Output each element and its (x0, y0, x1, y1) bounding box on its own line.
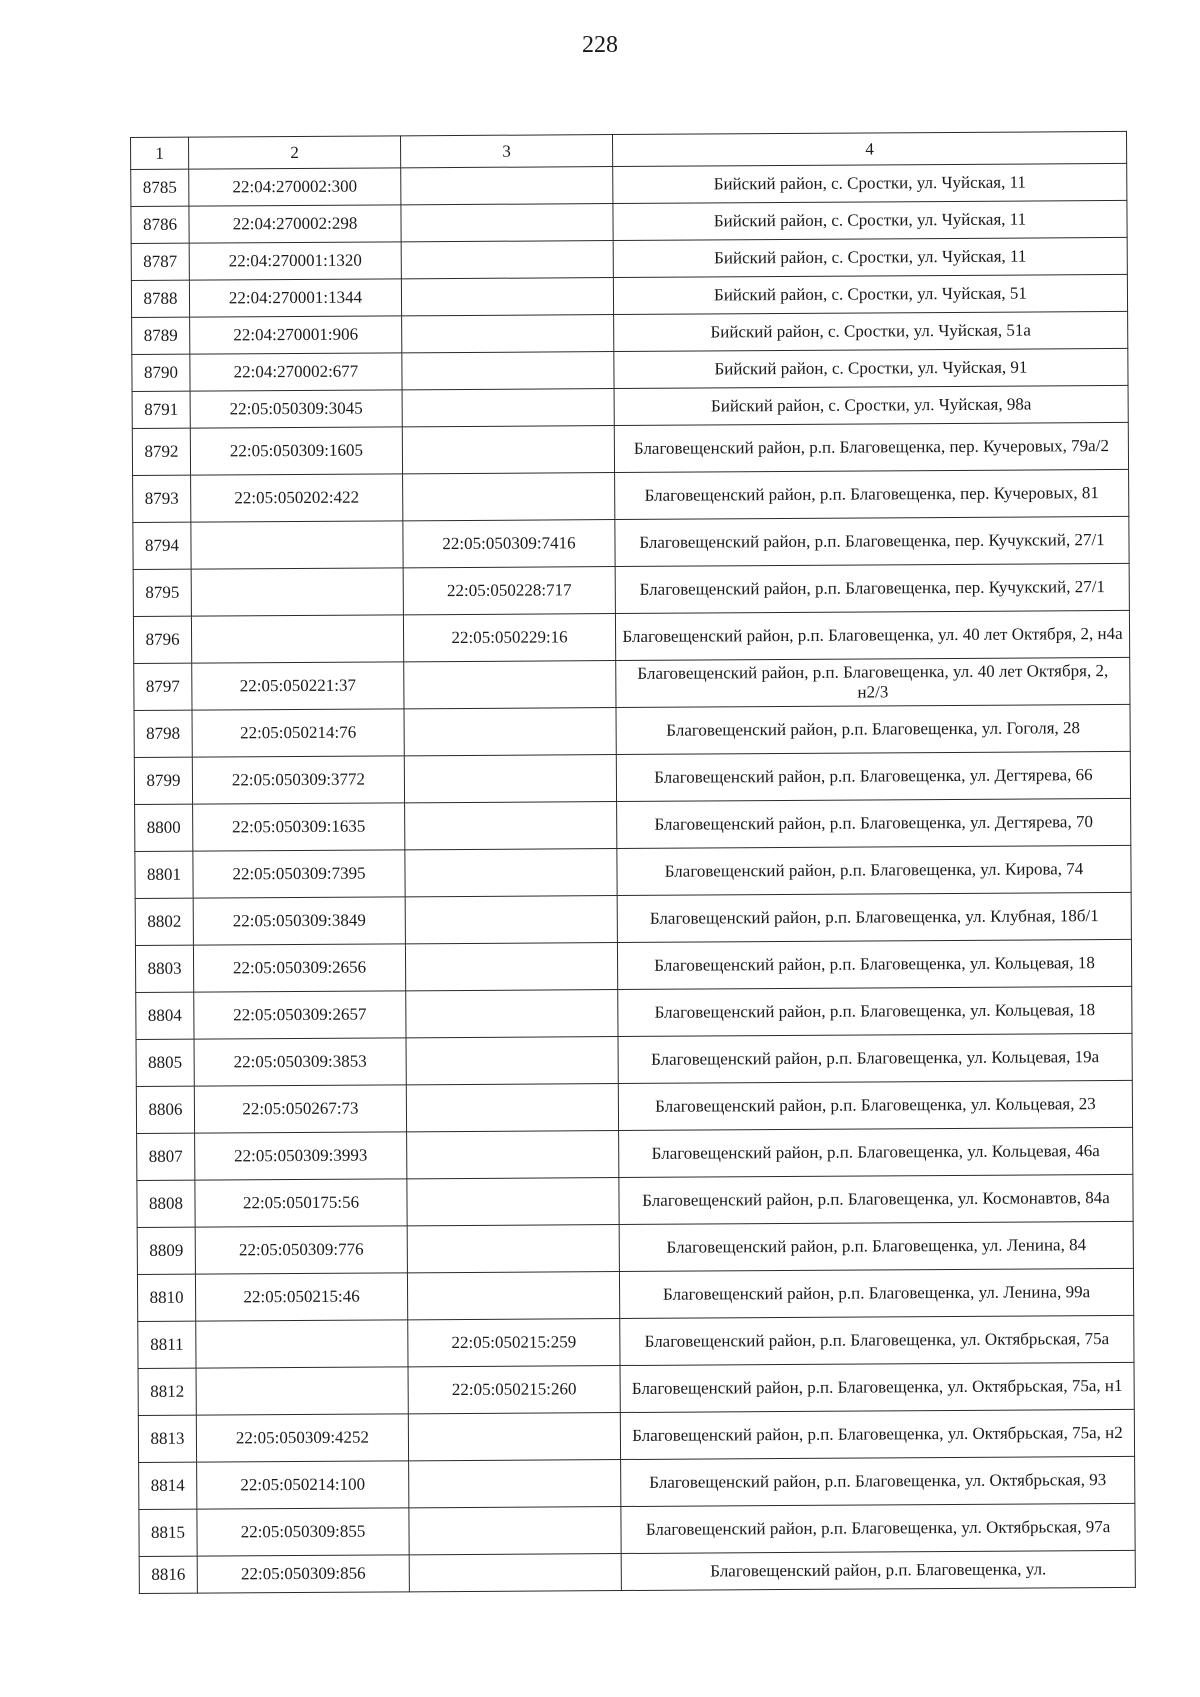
cadastral-number-alt-cell (405, 849, 617, 897)
cadastral-number-alt-cell (407, 1272, 619, 1320)
row-number-cell: 8798 (134, 710, 192, 757)
cadastral-number-cell: 22:05:050309:776 (195, 1226, 407, 1274)
table-row (135, 845, 1131, 898)
cadastral-number-cell: 22:04:270001:1344 (189, 279, 401, 317)
address-cell: Благовещенский район, р.п. Благовещенка, ул. Кирова, 74 (617, 845, 1131, 895)
table-row (137, 1221, 1133, 1274)
column-header-1: 1 (131, 137, 189, 169)
table-body (131, 163, 1136, 1593)
table-row (131, 200, 1127, 243)
address-cell: Благовещенский район, р.п. Благовещенка, ул. Кольцевая, 19а (618, 1033, 1132, 1083)
address-cell: Благовещенский район, р.п. Благовещенка, ул. Октябрьская, 75а (620, 1315, 1134, 1365)
row-number-cell: 8790 (132, 354, 190, 391)
address-cell: Благовещенский район, р.п. Благовещенка, ул. Октябрьская, 75а, н1 (620, 1362, 1134, 1412)
cadastral-number-cell: 22:05:050309:3853 (194, 1038, 406, 1086)
cadastral-number-cell: 22:04:270002:677 (190, 353, 402, 391)
cadastral-number-alt-cell (407, 1225, 619, 1273)
column-header-3: 3 (400, 135, 612, 168)
table-row (135, 892, 1131, 945)
cadastral-number-alt-cell (409, 1507, 621, 1555)
row-number-cell: 8809 (137, 1227, 195, 1274)
row-number-cell: 8807 (137, 1133, 195, 1180)
table-row (137, 1268, 1133, 1321)
column-header-4: 4 (612, 131, 1126, 166)
cadastral-number-cell: 22:05:050309:2657 (194, 991, 406, 1039)
table-row (133, 610, 1129, 663)
row-number-cell: 8787 (131, 243, 189, 280)
address-cell: Благовещенский район, р.п. Благовещенка, ул. 40 лет Октября, 2, н4а (615, 610, 1129, 660)
table-row (133, 469, 1129, 522)
row-number-cell: 8804 (136, 992, 194, 1039)
row-number-cell: 8805 (136, 1039, 194, 1086)
address-cell: Благовещенский район, р.п. Благовещенка, ул. 40 лет Октября, 2, н2/3 (616, 657, 1130, 707)
row-number-cell: 8815 (139, 1509, 197, 1556)
cadastral-number-alt-cell: 22:05:050309:7416 (403, 520, 615, 568)
cadastral-number-cell: 22:05:050214:76 (192, 709, 404, 757)
cadastral-number-alt-cell (404, 708, 616, 756)
cadastral-number-cell: 22:05:050309:7395 (193, 850, 405, 898)
cadastral-number-alt-cell (406, 1037, 618, 1085)
table-row (138, 1362, 1134, 1415)
cadastral-number-cell: 22:05:050309:1605 (190, 427, 402, 475)
row-number-cell: 8800 (135, 804, 193, 851)
table-row (138, 1315, 1134, 1368)
cadastral-number-cell: 22:04:270002:300 (189, 168, 401, 206)
cadastral-number-cell: 22:05:050309:856 (197, 1555, 409, 1593)
table-row (131, 274, 1127, 317)
cadastral-number-cell: 22:04:270001:1320 (189, 242, 401, 280)
address-cell: Благовещенский район, р.п. Благовещенка, ул. Кольцевая, 18 (618, 986, 1132, 1036)
cadastral-number-alt-cell (405, 896, 617, 944)
table-row (137, 1127, 1133, 1180)
row-number-cell: 8802 (135, 898, 193, 945)
table-row (132, 385, 1128, 428)
cadastral-number-cell: 22:05:050309:855 (197, 1508, 409, 1556)
address-cell: Благовещенский район, р.п. Благовещенка, ул. Кольцевая, 46а (619, 1127, 1133, 1177)
cadastral-number-alt-cell (402, 352, 614, 390)
row-number-cell: 8788 (131, 280, 189, 317)
table-row (138, 1409, 1134, 1462)
cadastral-number-cell: 22:05:050309:1635 (193, 803, 405, 851)
table-row (135, 798, 1131, 851)
cadastral-number-alt-cell (408, 1413, 620, 1461)
row-number-cell: 8808 (137, 1180, 195, 1227)
table-row (136, 1080, 1132, 1133)
table-row (137, 1174, 1133, 1227)
address-cell: Благовещенский район, р.п. Благовещенка, ул. Космонавтов, 84а (619, 1174, 1133, 1224)
cadastral-number-alt-cell (404, 661, 616, 709)
table-row (132, 422, 1128, 475)
cadastral-number-alt-cell (402, 315, 614, 353)
cadastral-number-alt-cell (401, 204, 613, 242)
cadastral-number-alt-cell (406, 1084, 618, 1132)
row-number-cell: 8811 (138, 1321, 196, 1368)
row-number-cell: 8786 (131, 206, 189, 243)
cadastral-number-alt-cell: 22:05:050215:260 (408, 1366, 620, 1414)
row-number-cell: 8796 (133, 616, 191, 663)
address-cell: Благовещенский район, р.п. Благовещенка, ул. Кольцевая, 23 (618, 1080, 1132, 1130)
table-row (133, 516, 1129, 569)
cadastral-number-alt-cell (405, 943, 617, 991)
table-row (132, 348, 1128, 391)
table-row (132, 311, 1128, 354)
table-row (139, 1550, 1135, 1593)
cadastral-number-cell: 22:05:050214:100 (197, 1461, 409, 1509)
row-number-cell: 8812 (138, 1368, 196, 1415)
address-cell: Бийский район, с. Сростки, ул. Чуйская, 51 (613, 274, 1127, 314)
address-cell: Бийский район, с. Сростки, ул. Чуйская, 11 (613, 200, 1127, 240)
table-row (131, 237, 1127, 280)
address-cell: Бийский район, с. Сростки, ул. Чуйская, 11 (613, 163, 1127, 203)
cadastral-number-cell: 22:04:270001:906 (190, 316, 402, 354)
cadastral-number-cell: 22:05:050215:46 (195, 1273, 407, 1321)
address-cell: Благовещенский район, р.п. Благовещенка, ул. (621, 1550, 1135, 1590)
cadastral-number-cell: 22:05:050309:2656 (193, 944, 405, 992)
cadastral-number-cell: 22:05:050309:4252 (196, 1414, 408, 1462)
table-row (131, 163, 1127, 206)
address-cell: Благовещенский район, р.п. Благовещенка, пер. Кучукский, 27/1 (615, 563, 1129, 613)
address-cell: Бийский район, с. Сростки, ул. Чуйская, 91 (614, 348, 1128, 388)
address-cell: Благовещенский район, р.п. Благовещенка, ул. Октябрьская, 75а, н2 (620, 1409, 1134, 1459)
cadastral-number-cell (191, 568, 403, 616)
table-row (139, 1456, 1135, 1509)
cadastral-number-alt-cell (404, 755, 616, 803)
cadastral-number-cell: 22:05:050309:3993 (195, 1132, 407, 1180)
row-number-cell: 8785 (131, 169, 189, 206)
address-cell: Благовещенский район, р.п. Благовещенка, ул. Клубная, 18б/1 (617, 892, 1131, 942)
row-number-cell: 8810 (137, 1274, 195, 1321)
row-number-cell: 8791 (132, 391, 190, 428)
cadastral-number-cell: 22:05:050221:37 (192, 662, 404, 710)
row-number-cell: 8792 (132, 428, 190, 475)
address-cell: Бийский район, с. Сростки, ул. Чуйская, 11 (613, 237, 1127, 277)
row-number-cell: 8799 (134, 757, 192, 804)
row-number-cell: 8803 (135, 945, 193, 992)
address-cell: Благовещенский район, р.п. Благовещенка, пер. Кучукский, 27/1 (615, 516, 1129, 566)
row-number-cell: 8795 (133, 569, 191, 616)
table-row (134, 751, 1130, 804)
cadastral-number-alt-cell: 22:05:050228:717 (403, 567, 615, 615)
row-number-cell: 8789 (132, 317, 190, 354)
cadastral-number-alt-cell (402, 426, 614, 474)
cadastral-number-alt-cell: 22:05:050215:259 (408, 1319, 620, 1367)
column-header-2: 2 (189, 136, 401, 169)
cadastral-number-alt-cell (401, 278, 613, 316)
cadastral-number-cell: 22:05:050202:422 (191, 474, 403, 522)
row-number-cell: 8813 (138, 1415, 196, 1462)
table-row (139, 1503, 1135, 1556)
page-number: 228 (582, 32, 618, 58)
row-number-cell: 8794 (133, 522, 191, 569)
address-cell: Благовещенский район, р.п. Благовещенка, пер. Кучеровых, 79а/2 (614, 422, 1128, 472)
cadastral-number-alt-cell (406, 990, 618, 1038)
row-number-cell: 8816 (139, 1556, 197, 1593)
row-number-cell: 8801 (135, 851, 193, 898)
cadastral-number-alt-cell (405, 802, 617, 850)
address-cell: Благовещенский район, р.п. Благовещенка, ул. Гоголя, 28 (616, 704, 1130, 754)
cadastral-number-cell (191, 521, 403, 569)
table-row (133, 563, 1129, 616)
cadastral-number-alt-cell (407, 1131, 619, 1179)
cadastral-number-cell (196, 1320, 408, 1368)
table-row (134, 704, 1130, 757)
cadastral-number-alt-cell (409, 1554, 621, 1592)
cadastral-number-cell: 22:05:050309:3772 (192, 756, 404, 804)
address-cell: Бийский район, с. Сростки, ул. Чуйская, 51а (614, 311, 1128, 351)
address-cell: Бийский район, с. Сростки, ул. Чуйская, 98а (614, 385, 1128, 425)
address-cell: Благовещенский район, р.п. Благовещенка, ул. Дегтярева, 70 (617, 798, 1131, 848)
cadastral-number-alt-cell (401, 241, 613, 279)
row-number-cell: 8797 (134, 663, 192, 710)
table-row (134, 657, 1130, 710)
cadastral-number-alt-cell (407, 1178, 619, 1226)
cadastral-number-cell: 22:05:050309:3045 (190, 390, 402, 428)
cadastral-number-cell: 22:05:050309:3849 (193, 897, 405, 945)
cadastral-number-cell: 22:04:270002:298 (189, 205, 401, 243)
registry-table (130, 131, 1136, 1594)
address-cell: Благовещенский район, р.п. Благовещенка, ул. Октябрьская, 97а (621, 1503, 1135, 1553)
cadastral-number-cell (196, 1367, 408, 1415)
address-cell: Благовещенский район, р.п. Благовещенка, ул. Кольцевая, 18 (617, 939, 1131, 989)
cadastral-number-alt-cell (403, 473, 615, 521)
row-number-cell: 8806 (136, 1086, 194, 1133)
table-row (136, 986, 1132, 1039)
address-cell: Благовещенский район, р.п. Благовещенка, ул. Ленина, 84 (619, 1221, 1133, 1271)
cadastral-number-alt-cell (401, 167, 613, 205)
address-cell: Благовещенский район, р.п. Благовещенка, ул. Ленина, 99а (619, 1268, 1133, 1318)
cadastral-number-cell: 22:05:050267:73 (194, 1085, 406, 1133)
address-cell: Благовещенский район, р.п. Благовещенка, ул. Октябрьская, 93 (621, 1456, 1135, 1506)
address-cell: Благовещенский район, р.п. Благовещенка, пер. Кучеровых, 81 (615, 469, 1129, 519)
cadastral-number-alt-cell (402, 389, 614, 427)
address-cell: Благовещенский район, р.п. Благовещенка, ул. Дегтярева, 66 (616, 751, 1130, 801)
cadastral-number-cell (191, 615, 403, 663)
cadastral-number-alt-cell (409, 1460, 621, 1508)
row-number-cell: 8793 (133, 475, 191, 522)
cadastral-number-alt-cell: 22:05:050229:16 (403, 614, 615, 662)
cadastral-number-cell: 22:05:050175:56 (195, 1179, 407, 1227)
table-row (136, 1033, 1132, 1086)
table-row (135, 939, 1131, 992)
row-number-cell: 8814 (139, 1462, 197, 1509)
